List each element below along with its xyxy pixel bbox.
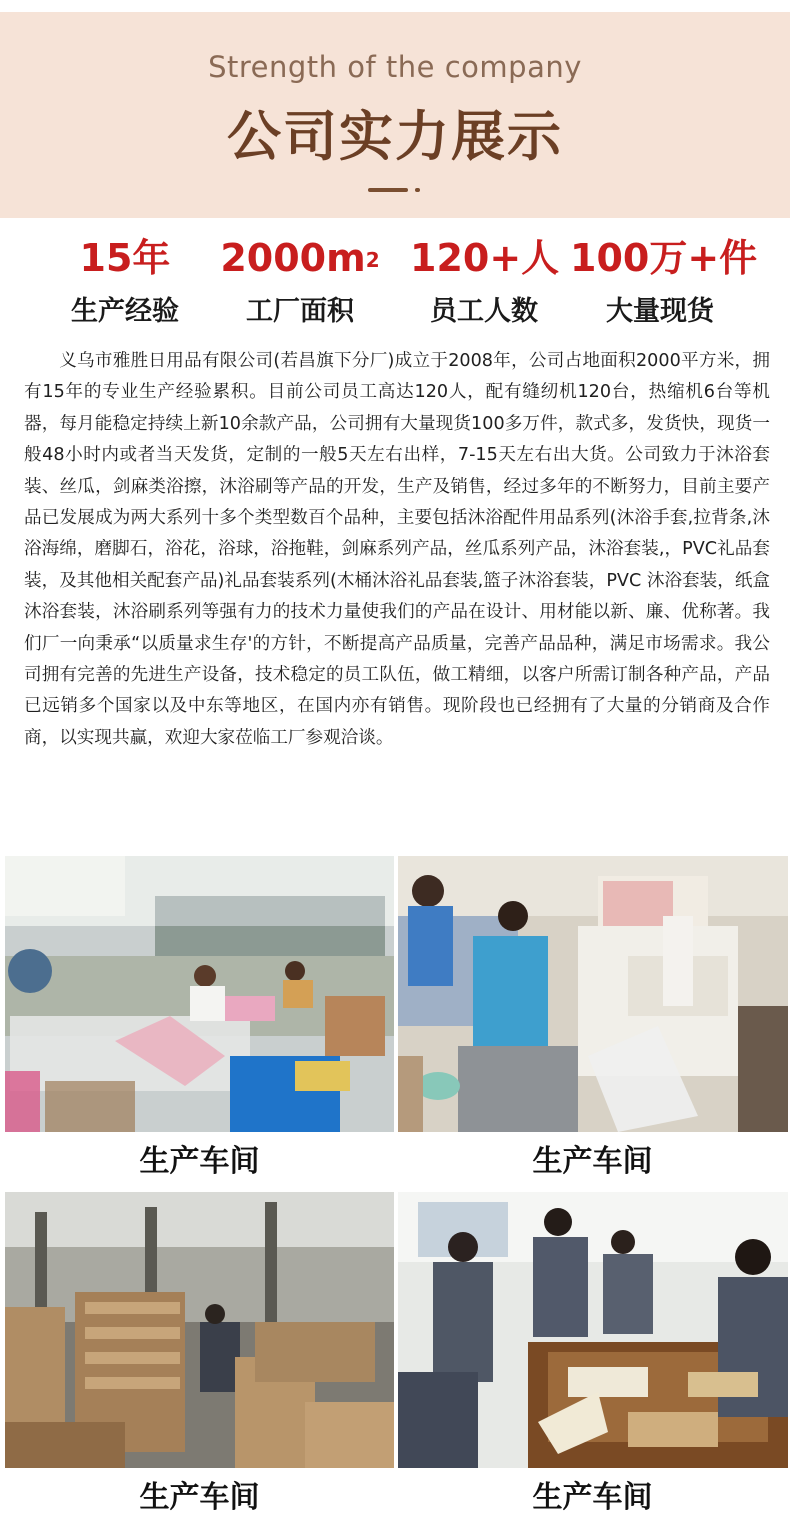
stat-value-superscript: 2 [365,248,380,272]
photo-caption: 生产车间 [532,1480,653,1515]
stat-value [220,232,380,284]
stat-stock [570,232,758,332]
stat-label: 大量现货 [606,296,714,327]
stat-label: 生产经验 [71,296,179,327]
title-divider [368,188,422,192]
photo-caption: 生产车间 [139,1144,260,1179]
section-title: 公司实力展示 [227,105,563,168]
stat-value: 15年 [79,236,171,280]
stat-value: 120+人 [410,236,560,280]
stat-label: 工厂面积 [246,296,354,327]
workshop-photo-1 [5,856,394,1132]
stat-employees [410,232,558,332]
stat-experience [50,232,200,332]
section-subtitle-en: Strength of the company [208,50,582,84]
section-header [0,12,790,218]
workshop-photo-4 [398,1192,788,1468]
photo-caption: 生产车间 [139,1480,260,1515]
stat-value-text: 2000m [220,236,366,280]
divider-line [368,188,408,192]
company-description: 义乌市雅胜日用品有限公司(若昌旗下分厂)成立于2008年，公司占地面积2000平方米，拥有15年的专业生产经验累积。目前公司员工高达120人，配有缝纫机120台，热缩机6台等机器，每月能稳定持续上新10余款产品，公司拥有大量现货100多万件，款式多，发货快，现货一般48小时内或者当天发货，定制的一般5天左右出样，7-15天左右出大货。公司致力于沐浴套装、丝瓜，剑麻类浴擦，沐浴刷等产品的开发，生产及销售，经过多年的不断努力，目前主要产品已发展成为两大系列十多个类型数百个品种，主要包括沐浴配件用品系列(沐浴手套,拉背条,沐浴海绵，磨脚石，浴花，浴球，浴拖鞋，剑麻系列产品，丝瓜系列产品，沐浴套装,，PVC礼品套装，及其他相关配套产品)礼品套装系列(木桶沐浴礼品套装,篮子沐浴套装，PVC 沐浴套装，纸盒沐浴套装，沐浴刷系列等强有力的技术力量使我们的产品在设计、用材能以新、廉、优称著。我们厂一向秉承“以质量求生存'的方针，不断提高产品质量，完善产品品种，满足市场需求。我公司拥有完善的先进生产设备，技术稳定的员工队伍，做工精细，以客户所需订制各种产品，产品已远销多个国家以及中东等地区，在国内亦有销售。现阶段也已经拥有了大量的分销商及合作商，以实现共赢，欢迎大家莅临工厂参观洽谈。 [24,351,771,748]
stat-label: 员工人数 [430,296,538,327]
stats-row [0,232,790,342]
stat-factory-area [220,232,380,332]
photo-caption: 生产车间 [532,1144,653,1179]
workshop-photo-2 [398,856,788,1132]
divider-dot [415,188,420,192]
workshop-photo-3 [5,1192,394,1468]
stat-value: 100万+件 [570,236,758,280]
